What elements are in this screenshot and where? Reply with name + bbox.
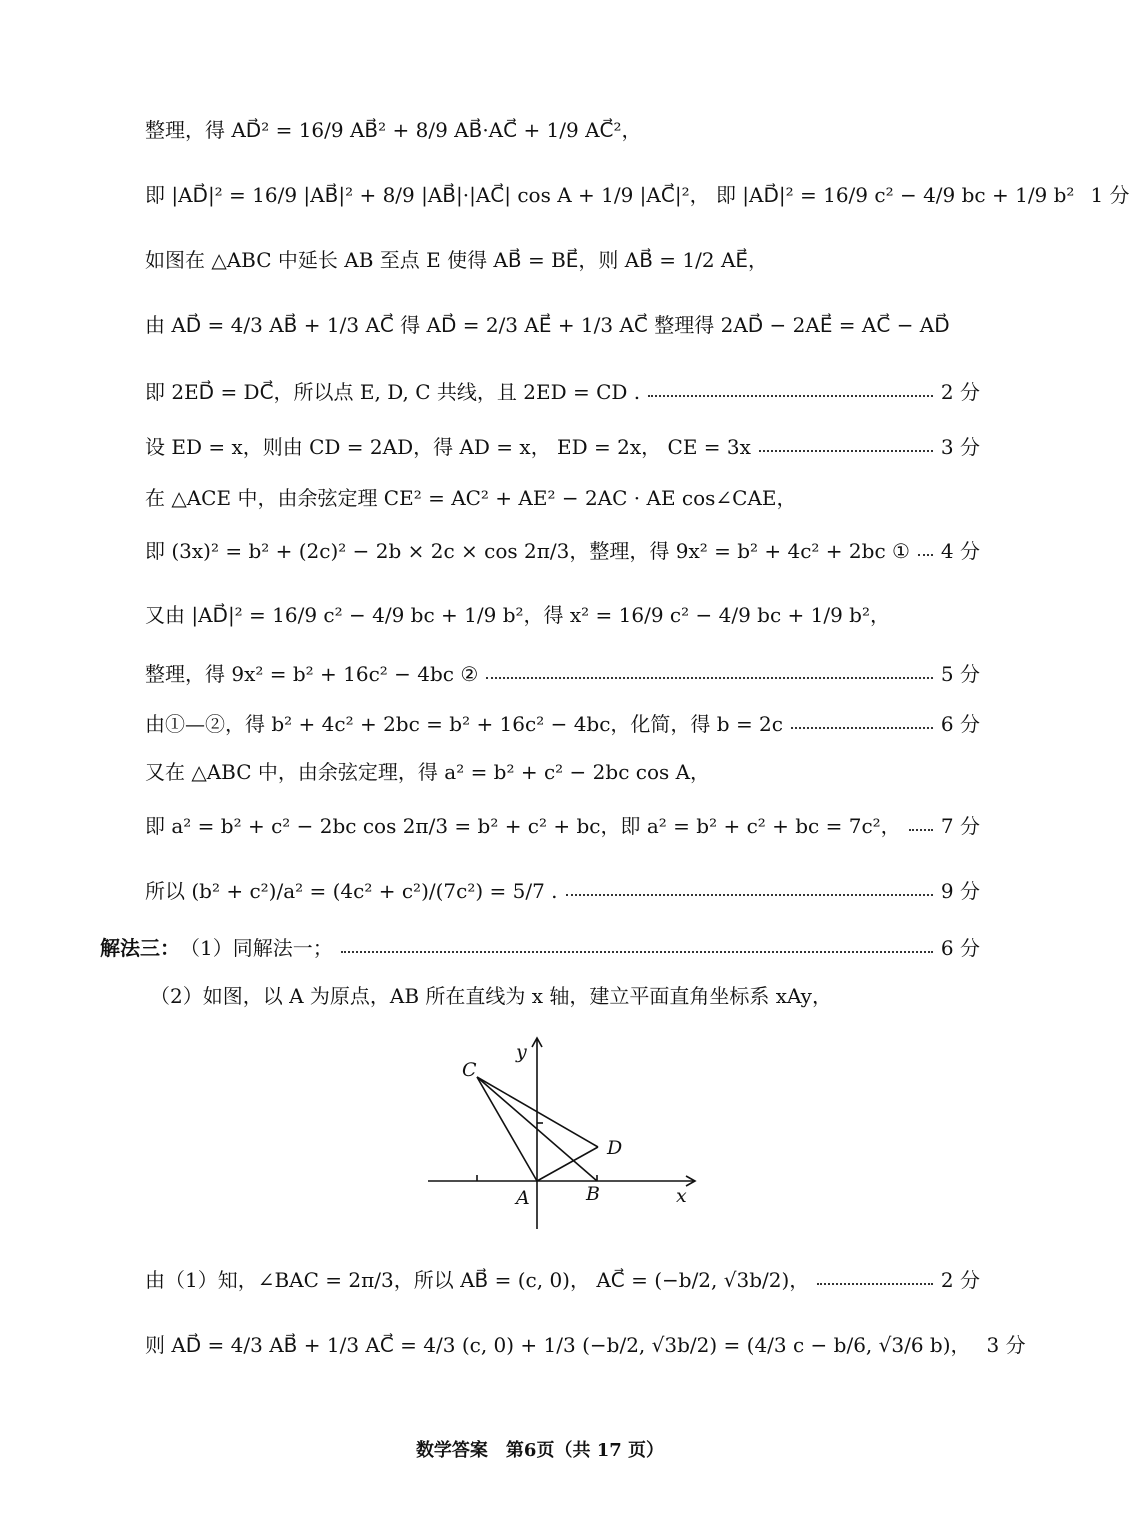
text-line-11	[145, 710, 980, 738]
text-line-12	[145, 758, 980, 786]
line-text: 如图在 △ABC 中延长 AB 至点 E 使得 AB⃗ = BE⃗，则 AB⃗ = 1/2 AE⃗，	[145, 248, 769, 272]
label-b: B	[586, 1183, 600, 1205]
text-line-1	[145, 116, 980, 144]
line-text: 由（1）知，∠BAC = 2π/3，所以 AB⃗ = (c, 0)， AC⃗ = (−b/2, √3b/2)，	[145, 1268, 810, 1292]
line-text: 则 AD⃗ = 4/3 AB⃗ + 1/3 AC⃗ = 4/3 (c, 0) + 1/3 (−b/2, √3b/2) = (4/3 c − b/6, √3/6 b)，	[145, 1333, 971, 1357]
score-label: 3 分	[940, 435, 980, 459]
part2-line	[150, 982, 980, 1010]
score-label: 4 分	[940, 539, 980, 563]
line-text: 在 △ACE 中，由余弦定理 CE² = AC² + AE² − 2AC · AE cos∠CAE，	[145, 486, 797, 510]
method3-label: 解法三：	[100, 936, 180, 960]
dot-leader	[648, 395, 933, 397]
score-label: 2 分	[940, 1268, 980, 1292]
dot-leader	[486, 677, 933, 679]
line-text: 所以 (b² + c²)/a² = (4c² + c²)/(7c²) = 5/7 .	[145, 879, 558, 903]
coordinate-figure	[0, 1030, 1080, 1230]
score-label: 3 分	[986, 1333, 1026, 1357]
segment-ac	[477, 1077, 537, 1181]
dot-leader	[909, 829, 933, 831]
label-a: A	[516, 1187, 530, 1209]
dot-leader	[817, 1283, 933, 1285]
line-text: 即 (3x)² = b² + (2c)² − 2b × 2c × cos 2π/3，整理，得 9x² = b² + 4c² + 2bc ①	[145, 539, 910, 563]
text-line-5	[145, 378, 980, 406]
text-line-6	[145, 433, 980, 461]
text-line-16	[145, 1331, 1026, 1359]
score-label: 5 分	[940, 662, 980, 686]
dot-leader	[566, 894, 933, 896]
text-line-7	[145, 484, 980, 512]
line-text: （2）如图，以 A 为原点，AB 所在直线为 x 轴，建立平面直角坐标系 xAy，	[150, 984, 832, 1008]
label-d: D	[607, 1137, 623, 1159]
dot-leader	[341, 951, 933, 953]
page-footer: 数学答案 第6页（共 17 页）	[415, 1440, 665, 1461]
text-line-15	[145, 1266, 980, 1294]
line-text: 整理，得 AD⃗² = 16/9 AB⃗² + 8/9 AB⃗·AC⃗ + 1/9 AC⃗²，	[145, 118, 642, 142]
line-text: 设 ED = x，则由 CD = 2AD，得 AD = x， ED = 2x， CE = 3x	[145, 435, 751, 459]
text-line-13	[145, 812, 980, 840]
text-line-2	[145, 181, 1130, 209]
line-text: 由 AD⃗ = 4/3 AB⃗ + 1/3 AC⃗ 得 AD⃗ = 2/3 AE⃗ + 1/3 AC⃗ 整理得 2AD⃗ − 2AE⃗ = AC⃗ − AD⃗	[145, 313, 950, 337]
label-y: y	[516, 1041, 527, 1063]
method3-text: （1）同解法一；	[180, 936, 333, 960]
line-text: 即 a² = b² + c² − 2bc cos 2π/3 = b² + c² + bc，即 a² = b² + c² + bc = 7c²，	[145, 814, 901, 838]
line-text: 整理，得 9x² = b² + 16c² − 4bc ②	[145, 662, 479, 686]
score-label: 6 分	[940, 936, 980, 960]
text-line-10	[145, 660, 980, 688]
dot-leader	[791, 727, 933, 729]
line-text: 即 2ED⃗ = DC⃗，所以点 E, D, C 共线，且 2ED = CD .	[145, 380, 641, 404]
label-x: x	[676, 1185, 687, 1207]
score-label: 9 分	[940, 879, 980, 903]
line-text: 又在 △ABC 中，由余弦定理，得 a² = b² + c² − 2bc cos A，	[145, 760, 711, 784]
label-c: C	[462, 1059, 477, 1081]
text-line-14	[145, 877, 980, 905]
score-label: 1 分	[1090, 183, 1130, 207]
line-text: 即 |AD⃗|² = 16/9 |AB⃗|² + 8/9 |AB⃗|·|AC⃗| cos A + 1/9 |AC⃗|²， 即 |AD⃗|² = 16/9 c² − 4/9 bc + 1/9 b²	[145, 183, 1075, 207]
line-text: 又由 |AD⃗|² = 16/9 c² − 4/9 bc + 1/9 b²，得 x² = 16/9 c² − 4/9 bc + 1/9 b²，	[145, 603, 890, 627]
text-line-9	[145, 601, 980, 629]
method3-line	[100, 934, 980, 962]
segment-ad	[537, 1147, 598, 1181]
dot-leader	[759, 450, 933, 452]
text-line-3	[145, 246, 980, 274]
dot-leader	[918, 554, 933, 556]
score-label: 7 分	[940, 814, 980, 838]
text-line-4	[145, 311, 980, 339]
score-label: 2 分	[940, 380, 980, 404]
score-label: 6 分	[940, 712, 980, 736]
text-line-8	[145, 537, 980, 565]
line-text: 由①—②，得 b² + 4c² + 2bc = b² + 16c² − 4bc，化简，得 b = 2c	[145, 712, 783, 736]
